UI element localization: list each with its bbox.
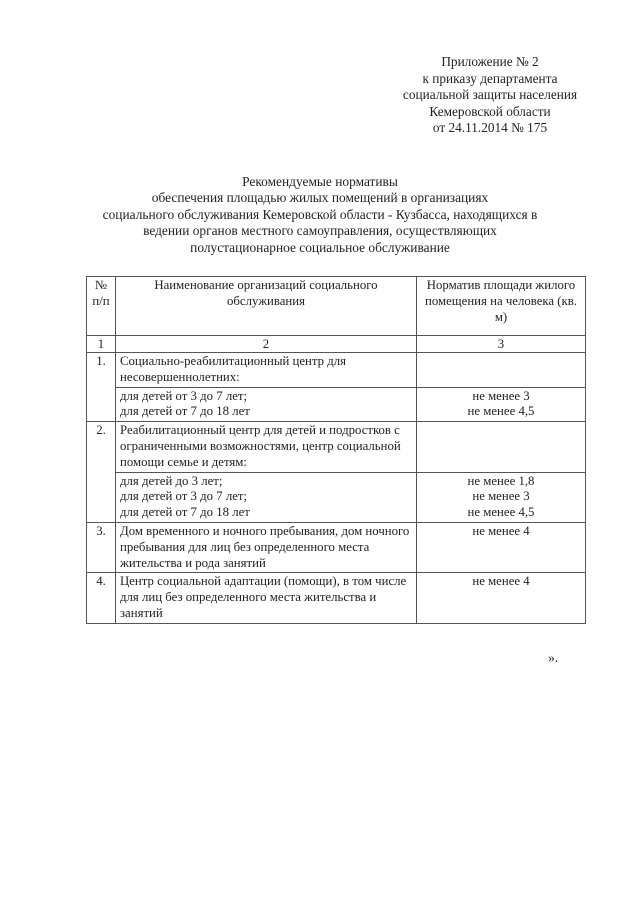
table-index-row bbox=[87, 336, 586, 353]
title-line: Рекомендуемые нормативы bbox=[242, 174, 398, 189]
row-name: Дом временного и ночного пребывания, дом ночного пребывания для лиц без определенного места жительства и рода занятий bbox=[116, 522, 417, 572]
sub-norm: не менее 3 bbox=[472, 388, 530, 403]
table-subrow bbox=[87, 472, 586, 522]
row-norm: не менее 4 bbox=[417, 522, 586, 572]
row-name: Социально-реабилитационный центр для несовершеннолетних: bbox=[116, 353, 417, 388]
table-row bbox=[87, 522, 586, 572]
row-norm-empty bbox=[417, 422, 586, 472]
title-line: обеспечения площадью жилых помещений в организациях bbox=[151, 190, 489, 206]
row-number: 3. bbox=[87, 522, 116, 572]
header-norm: Норматив площади жилого помещения на человека (кв. м) bbox=[417, 277, 586, 336]
table-row bbox=[87, 573, 586, 623]
row-name: Реабилитационный центр для детей и подростков с ограниченными возможностями, центр социальной помощи семье и детям: bbox=[116, 422, 417, 472]
index-cell: 3 bbox=[417, 336, 586, 353]
sub-name: для детей от 7 до 18 лет bbox=[120, 404, 250, 419]
appendix-line: Приложение № 2 bbox=[441, 54, 539, 69]
sub-name: для детей от 3 до 7 лет; bbox=[120, 388, 248, 403]
row-number: 2. bbox=[87, 422, 116, 523]
index-cell: 2 bbox=[116, 336, 417, 353]
table-row bbox=[87, 353, 586, 388]
table-row bbox=[87, 422, 586, 472]
row-number: 4. bbox=[87, 573, 116, 623]
row-name: Центр социальной адаптации (помощи), в том числе для лиц без определенного места жительства и занятий bbox=[116, 573, 417, 623]
closing-quote: ». bbox=[548, 650, 559, 665]
document-title bbox=[60, 174, 580, 256]
appendix-line: социальной защиты населения bbox=[402, 87, 578, 103]
norms-table bbox=[86, 276, 586, 624]
sub-norm: не менее 3 bbox=[472, 489, 530, 504]
appendix-line: Кемеровской области bbox=[429, 103, 551, 119]
row-sub-names bbox=[116, 472, 417, 522]
table-header-row bbox=[87, 277, 586, 336]
sub-name: для детей от 3 до 7 лет; bbox=[120, 489, 248, 504]
title-line: полустационарное социальное обслуживание bbox=[190, 239, 450, 255]
appendix-line: к приказу департамента bbox=[422, 70, 558, 86]
appendix-block bbox=[380, 54, 600, 137]
row-sub-names bbox=[116, 387, 417, 422]
row-sub-norms bbox=[417, 472, 586, 522]
appendix-line: от 24.11.2014 № 175 bbox=[432, 120, 548, 136]
title-line: ведении органов местного самоуправления, осуществляющих bbox=[143, 223, 497, 239]
row-number: 1. bbox=[87, 353, 116, 422]
table-subrow bbox=[87, 387, 586, 422]
index-cell: 1 bbox=[87, 336, 116, 353]
row-norm-empty bbox=[417, 353, 586, 388]
sub-norm: не менее 4,5 bbox=[467, 505, 535, 520]
header-name: Наименование организаций социального обслуживания bbox=[116, 277, 417, 336]
sub-name: для детей от 7 до 18 лет bbox=[120, 505, 250, 520]
row-sub-norms bbox=[417, 387, 586, 422]
sub-name: для детей до 3 лет; bbox=[120, 473, 223, 488]
header-num: № п/п bbox=[87, 277, 116, 336]
sub-norm: не менее 1,8 bbox=[467, 473, 535, 488]
row-norm: не менее 4 bbox=[417, 573, 586, 623]
title-line: социального обслуживания Кемеровской области - Кузбасса, находящихся в bbox=[102, 206, 538, 222]
sub-norm: не менее 4,5 bbox=[467, 404, 535, 419]
